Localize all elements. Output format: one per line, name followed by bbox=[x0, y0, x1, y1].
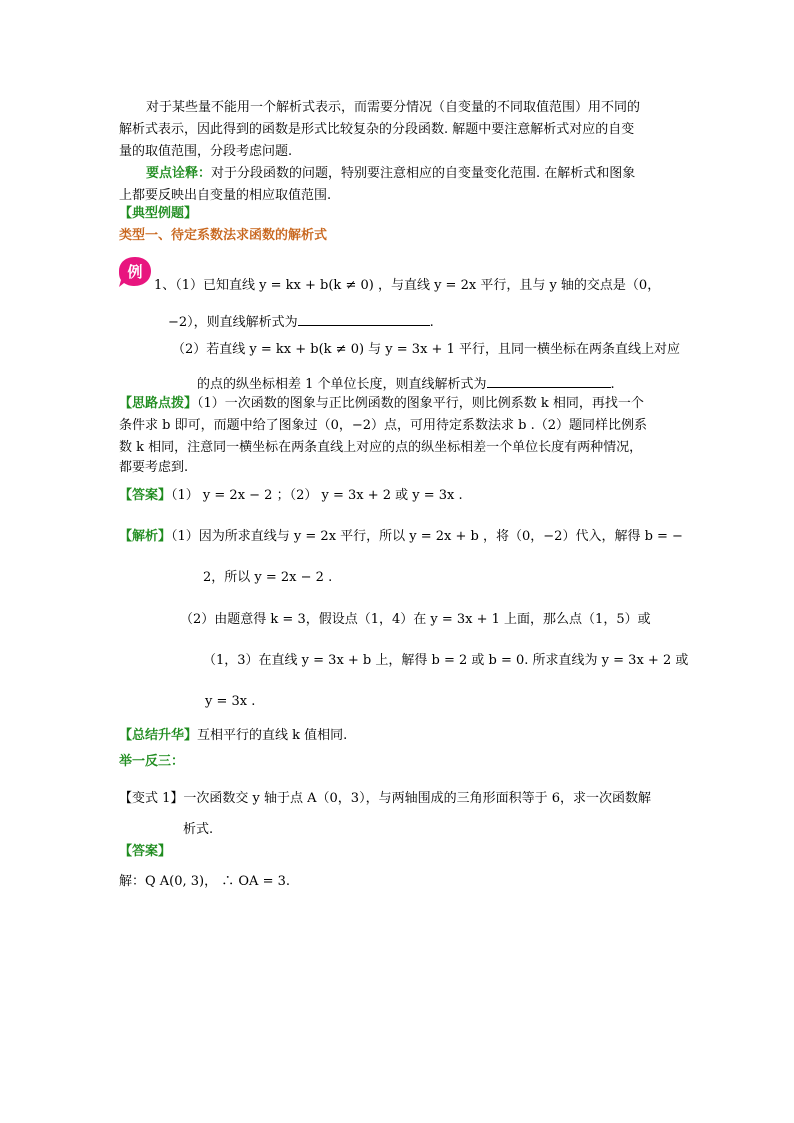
practice-heading: 举一反三： bbox=[119, 754, 185, 769]
key-point-line-1 bbox=[146, 164, 635, 184]
example-badge-icon bbox=[118, 256, 152, 288]
intro-line-3: 量的取值范围，分段考虑问题. bbox=[119, 144, 293, 159]
question-1-line-2 bbox=[168, 311, 434, 333]
answer-blank-2[interactable] bbox=[487, 373, 611, 388]
summary-line bbox=[119, 726, 347, 746]
hint-label: 【思路点拨】 bbox=[119, 396, 198, 411]
intro-line-1: 对于某些量不能用一个解析式表示，而需要分情况（自变量的不同取值范围）用不同的 bbox=[146, 100, 641, 115]
question-1-line-1: 1、（1）已知直线 y = kx + b(k ≠ 0) ，与直线 y = 2x 平行，且与 y 轴的交点是（0， bbox=[154, 278, 661, 293]
solution-line: 解：Q A(0, 3)， ∴ OA = 3. bbox=[119, 874, 290, 889]
variant-text: 一次函数交 y 轴于点 A（0，3），与两轴围成的三角形面积等于 6，求一次函数解 bbox=[183, 791, 651, 806]
analysis-line-3: （2）由题意得 k = 3，假设点（1，4）在 y = 3x + 1 上面，那么点（1，5）或 bbox=[180, 612, 651, 627]
answer-blank-1[interactable] bbox=[298, 311, 430, 326]
analysis-label: 【解析】 bbox=[119, 529, 172, 544]
question-2-end: . bbox=[610, 377, 615, 392]
key-point-line-2: 上都要反映出自变量的相应取值范围. bbox=[119, 188, 332, 203]
question-2-line-2 bbox=[197, 373, 615, 395]
variant-label: 【变式 1】 bbox=[119, 791, 184, 806]
section-heading: 【典型例题】 bbox=[119, 206, 198, 221]
analysis-line-5: y = 3x . bbox=[205, 694, 256, 709]
variant-line-2: 析式. bbox=[183, 822, 214, 837]
hint-line-3: 数 k 相同，注意同一横坐标在两条直线上对应的点的纵坐标相差一个单位长度有两种情况， bbox=[119, 440, 643, 455]
key-point-label: 要点诠释： bbox=[146, 166, 212, 181]
question-1-end: . bbox=[429, 315, 434, 330]
analysis-line-2: 2，所以 y = 2x − 2 . bbox=[203, 570, 333, 585]
example-badge-text: 例 bbox=[127, 263, 143, 281]
key-point-text: 对于分段函数的问题，特别要注意相应的自变量变化范围. 在解析式和图象 bbox=[211, 166, 636, 181]
variant-line-1 bbox=[119, 789, 651, 809]
analysis-line-4: （1，3）在直线 y = 3x + b 上，解得 b = 2 或 b = 0. 所求直线为 y = 3x + 2 或 bbox=[203, 653, 689, 668]
analysis-text-1: （1）因为所求直线与 y = 2x 平行，所以 y = 2x + b ，将（0，−2）代入，解得 b = − bbox=[171, 529, 683, 544]
practice-answer-label: 【答案】 bbox=[119, 844, 172, 859]
hint-line-2: 条件求 b 即可，而题中给了图象过（0，−2）点，可用待定系数法求 b .（2）题同样比例系 bbox=[119, 418, 648, 433]
answer-label: 【答案】 bbox=[119, 488, 172, 503]
question-1-text: −2），则直线解析式为 bbox=[168, 315, 298, 330]
question-2-line-1: （2）若直线 y = kx + b(k ≠ 0) 与 y = 3x + 1 平行，且同一横坐标在两条直线上对应 bbox=[172, 342, 680, 357]
analysis-line-1 bbox=[119, 527, 683, 547]
question-2-text: 的点的纵坐标相差 1 个单位长度，则直线解析式为 bbox=[197, 377, 487, 392]
intro-line-2: 解析式表示，因此得到的函数是形式比较复杂的分段函数. 解题中要注意解析式对应的自变 bbox=[119, 122, 635, 137]
hint-line-4: 都要考虑到. bbox=[119, 460, 189, 475]
summary-text: 互相平行的直线 k 值相同. bbox=[197, 728, 348, 743]
answer-text: （1） y = 2x − 2 ；（2） y = 3x + 2 或 y = 3x . bbox=[171, 488, 463, 503]
summary-label: 【总结升华】 bbox=[119, 728, 198, 743]
type-title: 类型一、待定系数法求函数的解析式 bbox=[119, 228, 328, 243]
answer-line bbox=[119, 486, 463, 506]
hint-text-1: （1）一次函数的图象与正比例函数的图象平行，则比例系数 k 相同，再找一个 bbox=[197, 396, 644, 411]
hint-line-1 bbox=[119, 394, 644, 414]
